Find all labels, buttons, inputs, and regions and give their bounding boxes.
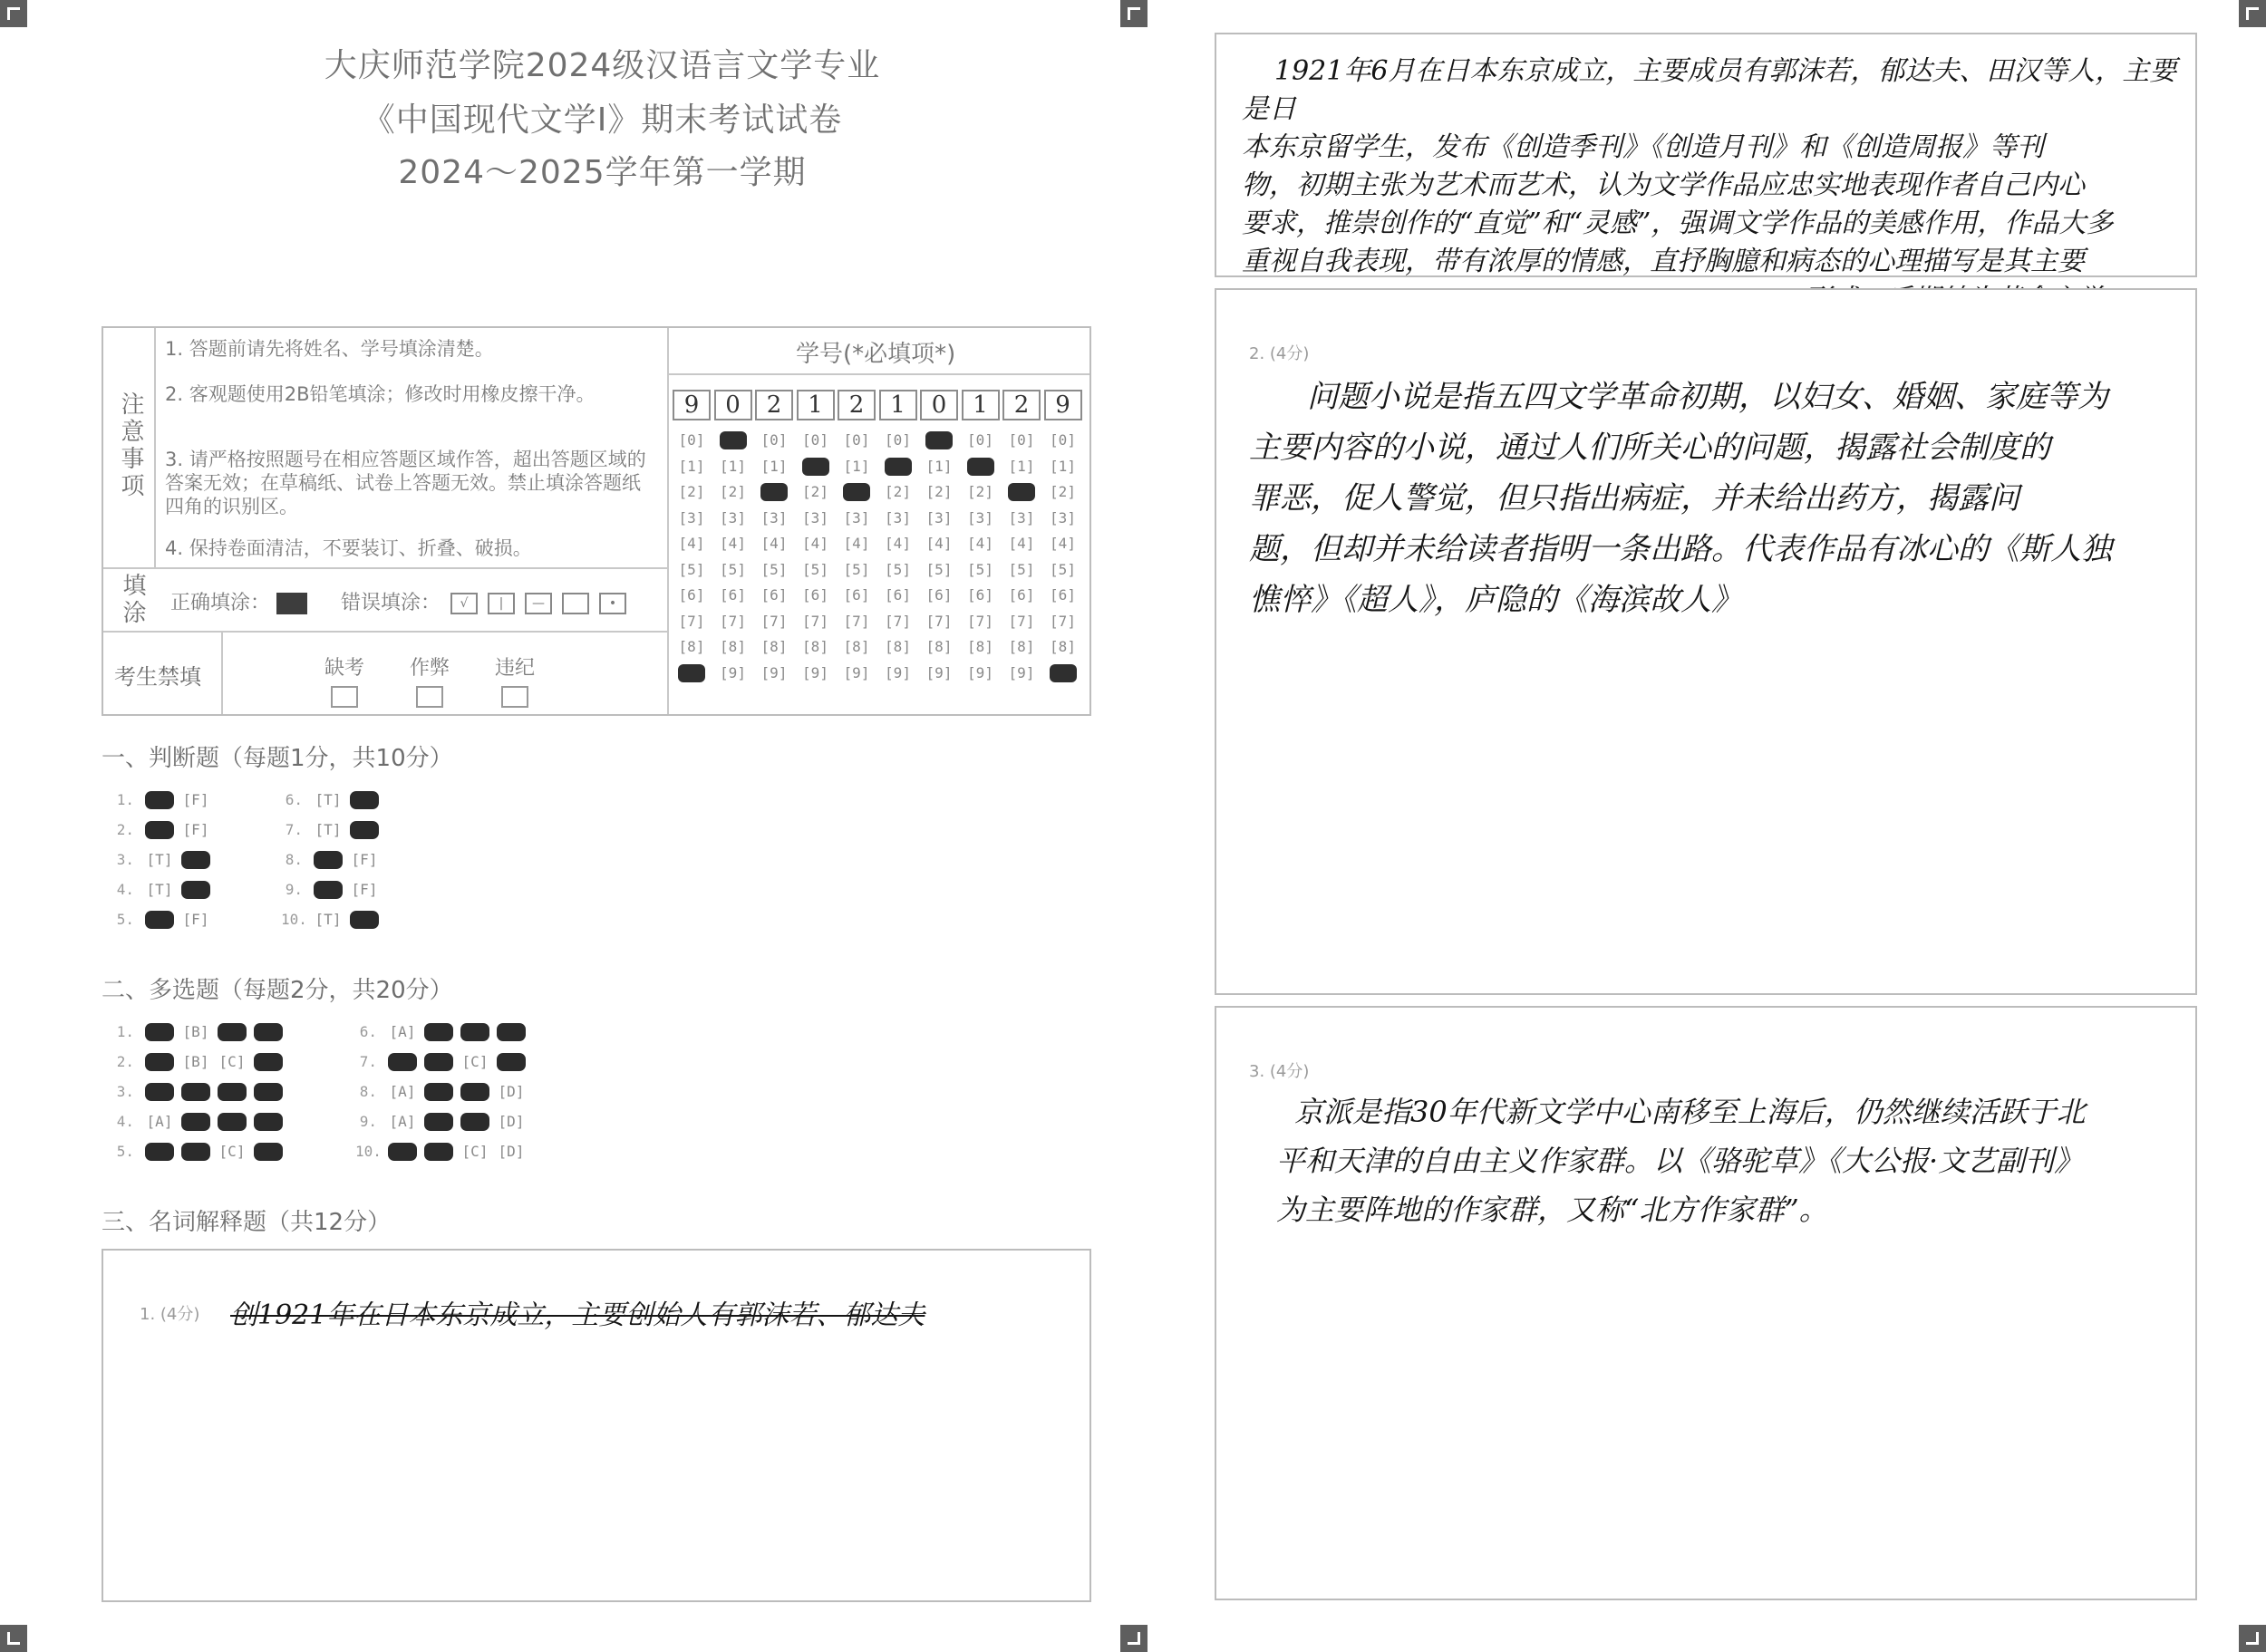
corner-marker-bottom-middle [1120,1625,1148,1652]
student-id-bubble[interactable]: [0] [802,431,828,449]
q2-handwritten-answer [1249,372,2183,625]
answer-bubble[interactable] [179,880,212,900]
student-id-bubble[interactable]: [9] [1008,663,1035,681]
question-number: 8. [285,851,303,868]
student-id-bubble[interactable]: [8] [925,638,953,655]
student-id-bubble[interactable]: [2] [802,483,828,500]
q3-line-3: 为主要阵地的作家群，又称“北方作家群”。 [1276,1193,1828,1227]
answer-bubble[interactable]: [B] [182,1023,209,1040]
student-id-bubble[interactable]: [4] [720,535,746,552]
student-id-bubble[interactable]: [8] [760,638,788,655]
question-row [355,1052,531,1076]
answer-bubble[interactable] [495,1022,528,1042]
student-id-digit-cell[interactable]: 1 [797,390,835,420]
answer-bubble[interactable]: [F] [351,851,378,868]
violation-option [495,652,535,708]
answer-bubble[interactable] [143,1082,176,1102]
student-id-digit-cell[interactable]: 0 [920,390,958,420]
notice-label: 注意事项 [117,391,144,500]
answer-bubble[interactable] [459,1082,491,1102]
student-id-bubble[interactable]: [8] [720,638,746,655]
student-id-title: 学号(*必填项*) [796,341,956,368]
question-row [112,1052,288,1076]
question-row [355,1112,531,1135]
answer-bubble[interactable] [143,1052,176,1072]
cont-line-1: 1921年6月在日本东京成立，主要成员有郭沫若，郁达夫、田汉等人，主要是日 [1242,55,2177,125]
question-number: 6. [285,791,303,808]
student-id-bubble[interactable]: [5] [925,560,953,578]
answer-bubble[interactable] [495,1052,528,1072]
student-id-bubble[interactable]: [7] [967,612,993,630]
wrong-fill-empty [562,593,589,614]
student-id-bubble[interactable]: [0] [760,431,788,449]
answer-bubble[interactable] [459,1112,491,1132]
student-id-bubble[interactable] [964,456,998,478]
student-id-bubble[interactable]: [3] [925,508,953,527]
student-id-bubble[interactable]: [6] [678,586,705,604]
student-id-bubble[interactable]: [3] [720,508,746,527]
student-id-bubble[interactable] [799,456,833,478]
student-id-bubble[interactable]: [6] [925,586,953,604]
question-row [281,820,384,844]
answer-bubble[interactable]: [C] [461,1143,489,1160]
student-id-bubble[interactable]: [4] [802,535,828,552]
violation-label: 违纪 [495,657,536,680]
student-id-bubble[interactable]: [7] [925,612,953,630]
correct-fill-label: 正确填涂： [170,592,271,614]
notice-item-3: 3. 请严格按照题号在相应答题区域作答，超出答题区域的答案无效；在草稿纸、试卷上答题无效。禁止填涂答题纸四角的识别区。 [165,449,646,517]
answer-bubble[interactable]: [C] [461,1053,489,1070]
student-id-bubble[interactable]: [7] [885,612,911,630]
student-id-bubble[interactable]: [3] [802,508,828,527]
q2-line-4: 题，但却并未给读者指明一条出路。代表作品有冰心的《斯人独 [1249,531,2112,567]
student-id-bubble[interactable]: [9] [967,663,993,681]
student-id-bubble[interactable]: [4] [967,535,993,552]
question-number: 4. [116,1113,134,1130]
question-row [112,850,216,874]
student-id-bubble[interactable]: [6] [720,586,746,604]
q1-continued-answer [1242,53,2184,319]
answer-bubble[interactable] [386,1142,419,1162]
corner-marker-top-middle [1120,0,1148,27]
answer-bubble[interactable]: [A] [389,1023,416,1040]
question-number: 1. [116,1023,134,1040]
student-id-bubble[interactable]: [8] [678,638,705,655]
student-id-bubble[interactable]: [0] [1008,431,1035,449]
answer-bubble[interactable] [386,1052,419,1072]
student-id-bubble[interactable]: [3] [843,508,870,527]
answer-box-q2[interactable] [1215,288,2197,995]
student-id-bubble[interactable]: [8] [885,638,911,655]
student-id-digit-cell[interactable]: 1 [879,390,917,420]
student-id-bubble[interactable]: [1] [760,457,788,475]
answer-bubble[interactable] [179,1082,212,1102]
answer-bubble[interactable] [179,850,212,870]
student-id-digit-cell[interactable]: 9 [1044,390,1082,420]
answer-bubble[interactable] [422,1082,455,1102]
cheat-checkbox[interactable] [416,686,443,708]
student-id-bubble[interactable]: [3] [1050,508,1076,527]
answer-bubble[interactable] [216,1082,248,1102]
question-number: 9. [359,1113,377,1130]
student-id-bubble[interactable] [881,456,915,478]
student-id-bubble[interactable]: [0] [967,431,993,449]
answer-bubble[interactable] [348,790,381,810]
question-number: 5. [116,911,134,928]
question-number: 2. [116,1053,134,1070]
answer-bubble[interactable]: [A] [389,1113,416,1130]
question-number: 1. [116,791,134,808]
student-id-bubble[interactable]: [7] [720,612,746,630]
answer-bubble[interactable]: [F] [182,791,209,808]
student-id-bubble[interactable]: [0] [678,431,705,449]
student-id-bubble[interactable]: [1] [843,457,870,475]
question-number: 10. [355,1143,382,1160]
question-number: 5. [116,1143,134,1160]
student-id-bubble[interactable]: [5] [720,560,746,578]
student-id-bubble[interactable]: [9] [760,663,788,681]
exam-header-line2: 《中国现代文学Ⅰ》期末考试试卷 [362,101,843,139]
student-id-bubble[interactable]: [2] [678,483,705,500]
student-id-bubble[interactable]: [6] [802,586,828,604]
answer-bubble[interactable] [143,910,176,930]
student-id-bubble[interactable]: [3] [678,508,705,527]
question-number: 9. [285,881,303,898]
student-id-bubble[interactable]: [0] [843,431,870,449]
question-row [355,1022,531,1046]
student-id-bubble[interactable]: [3] [1008,508,1035,527]
student-id-bubble[interactable]: [5] [885,560,911,578]
answer-bubble[interactable]: [F] [351,881,378,898]
student-id-bubble[interactable]: [4] [885,535,911,552]
answer-bubble[interactable] [422,1142,455,1162]
question-number: 8. [359,1083,377,1100]
student-id-bubble[interactable]: [1] [678,457,705,475]
student-id-bubble[interactable]: [3] [760,508,788,527]
notice-item-1: 1. 答题前请先将姓名、学号填涂清楚。 [165,338,494,360]
cont-line-2: 本东京留学生，发布《创造季刊》《创造月刊》和《创造周报》等刊 [1242,131,2044,163]
exam-header-line1: 大庆师范学院2024级汉语言文学专业 [324,47,881,84]
student-id-bubble[interactable] [757,481,791,503]
answer-bubble[interactable] [179,1112,212,1132]
q3-handwritten-answer [1276,1087,2183,1234]
answer-bubble[interactable] [348,820,381,840]
student-id-bubble[interactable] [716,430,750,451]
student-id-bubble[interactable]: [2] [885,483,911,500]
section1-title: 一、判断题（每题1分，共10分） [102,745,453,772]
wrong-fill-dot: • [599,593,626,614]
question-number: 3. [116,1083,134,1100]
student-id-bubble[interactable]: [9] [925,663,953,681]
student-id-bubble[interactable] [1046,662,1080,684]
student-id-bubble[interactable]: [8] [802,638,828,655]
student-id-digit-cell[interactable]: 9 [673,390,711,420]
student-id-bubble[interactable]: [4] [760,535,788,552]
q3-line-2: 平和天津的自由主义作家群。以《骆驼草》《大公报·文艺副刊》 [1276,1144,2084,1178]
q2-label: 2. (4分) [1249,344,1310,363]
answer-bubble[interactable] [422,1112,455,1132]
wrong-fill-example [341,587,626,615]
student-id-bubble[interactable]: [5] [678,560,705,578]
student-id-bubble[interactable]: [5] [802,560,828,578]
answer-bubble[interactable]: [T] [315,911,342,928]
student-id-bubble[interactable]: [7] [1008,612,1035,630]
answer-box-q3[interactable] [1215,1006,2197,1600]
student-id-bubble[interactable]: [8] [1050,638,1076,655]
answer-bubble[interactable] [459,1022,491,1042]
answer-bubble[interactable] [143,790,176,810]
question-row [112,820,216,844]
question-row [112,1082,288,1106]
answer-bubble[interactable] [179,1142,212,1162]
student-id-bubble[interactable]: [1] [1008,457,1035,475]
student-id-bubble[interactable]: [9] [720,663,746,681]
student-id-bubble[interactable]: [7] [760,612,788,630]
answer-bubble[interactable] [348,910,381,930]
exam-info-panel [102,326,1091,716]
question-row [112,1112,288,1135]
question-row [112,1142,288,1165]
violation-checkbox[interactable] [501,686,528,708]
student-id-bubble[interactable]: [6] [760,586,788,604]
absent-label: 缺考 [324,657,365,680]
student-id-bubble[interactable]: [9] [843,663,870,681]
question-number: 10. [281,911,307,928]
correct-fill-example [170,587,307,615]
wrong-fill-dash: — [525,593,552,614]
student-id-bubble[interactable] [674,662,709,684]
answer-bubble[interactable] [252,1142,285,1162]
exam-header-line3: 2024～2025学年第一学期 [398,154,807,191]
student-id-bubble[interactable]: [4] [678,535,705,552]
answer-bubble[interactable]: [D] [498,1083,525,1100]
answer-bubble[interactable]: [D] [498,1113,525,1130]
question-number: 7. [359,1053,377,1070]
answer-bubble[interactable] [216,1022,248,1042]
cheat-label: 作弊 [410,657,450,680]
student-id-bubble[interactable] [839,481,874,503]
answer-bubble[interactable]: [C] [218,1053,246,1070]
corner-marker-top-left [0,0,27,27]
answer-bubble[interactable] [252,1022,285,1042]
answer-bubble[interactable]: [B] [182,1053,209,1070]
answer-bubble[interactable]: [C] [218,1143,246,1160]
student-id-bubble[interactable]: [5] [1008,560,1035,578]
answer-bubble[interactable] [143,820,176,840]
absent-checkbox[interactable] [331,686,358,708]
question-row [355,1142,531,1165]
student-id-bubble[interactable]: [2] [967,483,993,500]
student-id-digit-cell[interactable]: 2 [755,390,793,420]
answer-bubble[interactable] [312,880,344,900]
student-id-bubble[interactable]: [5] [1050,560,1076,578]
filled-mark-sample [276,593,307,614]
corner-marker-bottom-right [2239,1625,2266,1652]
student-id-bubble[interactable]: [8] [1008,638,1035,655]
student-id-bubble[interactable]: [1] [1050,457,1076,475]
student-id-bubble[interactable]: [7] [1050,612,1076,630]
q2-line-5: 憔悴》《超人》，庐隐的《海滨故人》 [1249,582,1742,618]
student-id-digit-cell[interactable]: 1 [962,390,1000,420]
student-id-bubble[interactable]: [1] [720,457,746,475]
question-row [281,850,384,874]
answer-bubble[interactable]: [F] [182,821,209,838]
question-row [112,790,216,814]
answer-bubble[interactable] [252,1052,285,1072]
question-number: 3. [116,851,134,868]
student-id-bubble[interactable]: [1] [925,457,953,475]
section2-title: 二、多选题（每题2分，共20分） [102,977,453,1004]
student-id-bubble[interactable]: [9] [802,663,828,681]
corner-marker-bottom-left [0,1625,27,1652]
student-id-digit-cell[interactable]: 2 [838,390,876,420]
student-id-bubble[interactable]: [0] [1050,431,1076,449]
question-number: 7. [285,821,303,838]
wrong-fill-check: √ [450,593,478,614]
student-id-bubble[interactable]: [8] [967,638,993,655]
student-id-digit-cell[interactable]: 0 [714,390,752,420]
answer-bubble[interactable]: [F] [182,911,209,928]
notice-item-2: 2. 客观题使用2B铅笔填涂；修改时用橡皮擦干净。 [165,383,596,405]
student-id-bubble[interactable]: [4] [843,535,870,552]
student-id-bubble[interactable]: [3] [967,508,993,527]
q2-line-1: 问题小说是指五四文学革命初期，以妇女、婚姻、家庭等为 [1307,379,2108,415]
student-id-bubble[interactable]: [7] [678,612,705,630]
answer-bubble[interactable]: [T] [315,821,342,838]
exam-restricted-label: 考生禁填 [114,664,201,690]
q3-line-1: 京派是指30年代新文学中心南移至上海后，仍然继续活跃于北 [1294,1095,2086,1129]
student-id-bubble[interactable]: [5] [967,560,993,578]
answer-bubble[interactable] [143,1022,176,1042]
wrong-fill-label: 错误填涂： [341,592,441,614]
question-row [281,790,384,814]
question-row [281,910,384,933]
answer-box-q1[interactable] [102,1249,1091,1602]
student-id-bubble[interactable]: [4] [1008,535,1035,552]
student-id-bubble[interactable]: [9] [885,663,911,681]
answer-bubble[interactable]: [T] [315,791,342,808]
answer-bubble[interactable] [143,1142,176,1162]
student-id-bubble[interactable]: [6] [967,586,993,604]
answer-box-continued[interactable] [1215,33,2197,277]
q2-line-3: 罪恶，促人警觉，但只指出病症，并未给出药方，揭露问 [1249,480,2019,517]
question-number: 2. [116,821,134,838]
student-id-bubble[interactable]: [6] [843,586,870,604]
cont-line-3: 物，初期主张为艺术而艺术，认为文学作品应忠实地表现作者自己内心 [1242,169,2085,201]
wrong-fill-bar: | [488,593,515,614]
corner-marker-top-right [2239,0,2266,27]
answer-bubble[interactable] [312,850,344,870]
student-id-bubble[interactable] [922,430,956,451]
answer-bubble[interactable]: [D] [498,1143,525,1160]
section3-title: 三、名词解释题（共12分） [102,1209,392,1236]
question-row [112,1022,288,1046]
answer-bubble[interactable] [252,1112,285,1132]
q3-label: 3. (4分) [1249,1062,1310,1081]
student-id-bubble[interactable]: [2] [1050,483,1076,500]
answer-bubble[interactable] [216,1112,248,1132]
student-id-bubble[interactable]: [3] [885,508,911,527]
answer-bubble[interactable]: [A] [389,1083,416,1100]
cont-line-5: 重视自我表现，带有浓厚的情感，直抒胸臆和病态的心理描写是其主要 [1242,246,2085,277]
student-id-bubble[interactable]: [5] [843,560,870,578]
absent-option [324,652,364,708]
notice-item-4: 4. 保持卷面清洁，不要装订、折叠、破损。 [165,537,532,559]
question-number: 6. [359,1023,377,1040]
question-row [355,1082,531,1106]
answer-bubble[interactable]: [T] [146,881,173,898]
answer-bubble[interactable] [252,1082,285,1102]
answer-bubble[interactable] [422,1022,455,1042]
answer-bubble[interactable]: [T] [146,851,173,868]
student-id-bubble[interactable] [1004,481,1039,503]
question-number: 4. [116,881,134,898]
student-id-bubble[interactable]: [6] [885,586,911,604]
student-id-bubble[interactable]: [4] [1050,535,1076,552]
q1-handwritten-answer: 创1921年在日本东京成立，主要创始人有郭沫若、郁达夫 [230,1299,925,1331]
question-row [281,880,384,903]
question-row [112,880,216,903]
answer-bubble[interactable]: [A] [146,1113,173,1130]
student-id-bubble[interactable]: [7] [802,612,828,630]
question-row [112,910,216,933]
fill-label: 填涂 [119,573,146,627]
student-id-bubble[interactable]: [6] [1008,586,1035,604]
student-id-bubble[interactable]: [5] [760,560,788,578]
student-id-digit-cell[interactable]: 2 [1002,390,1041,420]
cheat-option [410,652,450,708]
q2-line-2: 主要内容的小说，通过人们所关心的问题，揭露社会制度的 [1249,430,2050,466]
cont-line-4: 要求，推崇创作的“直觉”和“灵感”，强调文学作品的美感作用，作品大多 [1242,208,2114,239]
answer-bubble[interactable] [422,1052,455,1072]
student-id-bubble[interactable]: [0] [885,431,911,449]
student-id-bubble[interactable]: [2] [720,483,746,500]
student-id-bubble[interactable]: [4] [925,535,953,552]
student-id-bubble[interactable]: [2] [925,483,953,500]
student-id-bubble[interactable]: [7] [843,612,870,630]
student-id-bubble[interactable]: [6] [1050,586,1076,604]
q1-label: 1. (4分) [140,1305,200,1324]
student-id-bubble[interactable]: [8] [843,638,870,655]
